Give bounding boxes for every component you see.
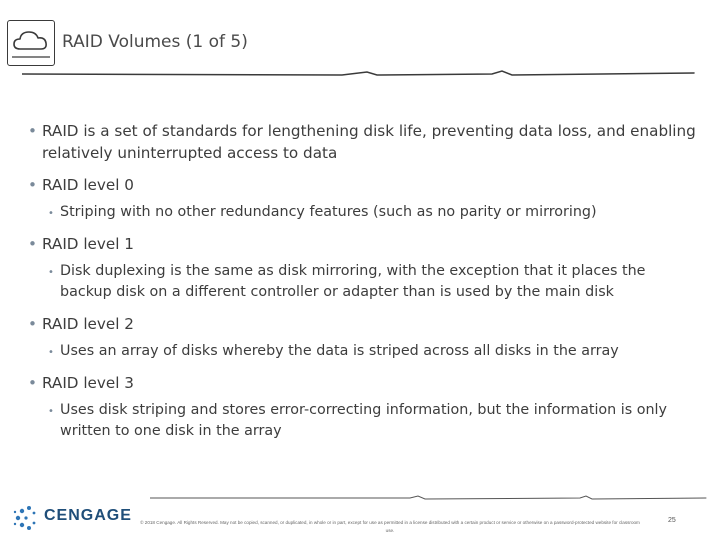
sub-bullet-text: Uses disk striping and stores error-correcting information, but the information is only written to one disk in the array bbox=[60, 402, 667, 439]
bullet-item bbox=[28, 120, 698, 164]
sub-bullet-dot: • bbox=[48, 267, 54, 278]
bullet-text: RAID level 0 bbox=[42, 176, 134, 194]
sub-bullet-item bbox=[48, 341, 698, 362]
sub-bullet-text: Uses an array of disks whereby the data is striped across all disks in the array bbox=[60, 343, 619, 359]
bullet-text: RAID level 1 bbox=[42, 235, 134, 253]
bullet-item bbox=[28, 313, 698, 335]
sub-bullet-text: Disk duplexing is the same as disk mirroring, with the exception that it places the backup disk on a different controller or adapter than is used by the main disk bbox=[60, 263, 646, 300]
page-title: RAID Volumes (1 of 5) bbox=[62, 32, 248, 52]
cengage-logo-icon bbox=[12, 505, 42, 531]
cloud-monitor-icon bbox=[7, 20, 55, 66]
sub-bullet-item bbox=[48, 261, 698, 303]
sub-bullet-text: Striping with no other redundancy features (such as no parity or mirroring) bbox=[60, 204, 597, 220]
bullet-text: RAID level 3 bbox=[42, 374, 134, 392]
bullet-dot: • bbox=[28, 176, 37, 194]
sub-bullet-dot: • bbox=[48, 347, 54, 358]
sub-bullet-item bbox=[48, 400, 698, 442]
page-number: 25 bbox=[668, 517, 676, 524]
bullet-dot: • bbox=[28, 374, 37, 392]
sub-bullet-dot: • bbox=[48, 406, 54, 417]
logo-text: CENGAGE bbox=[44, 507, 132, 524]
bullet-text: RAID level 2 bbox=[42, 315, 134, 333]
bullet-item bbox=[28, 233, 698, 255]
bullet-dot: • bbox=[28, 315, 37, 333]
footer-divider bbox=[150, 494, 710, 502]
bullet-list bbox=[28, 120, 698, 442]
sub-bullet-dot: • bbox=[48, 208, 54, 219]
bullet-text: RAID is a set of standards for lengthening disk life, preventing data loss, and enabling relatively uninterrupted access to data bbox=[42, 122, 696, 162]
bullet-dot: • bbox=[28, 235, 37, 253]
sub-bullet-item bbox=[48, 202, 698, 223]
title-underline bbox=[22, 66, 702, 80]
bullet-dot: • bbox=[28, 122, 37, 140]
bullet-item bbox=[28, 174, 698, 196]
copyright-notice: © 2018 Cengage. All Rights Reserved. May not be copied, scanned, or duplicated, in whole or in part, except for use as permitted in a license distributed with a certain product or service or otherwise on a password-protected website for classroom use. bbox=[140, 520, 640, 533]
bullet-item bbox=[28, 372, 698, 394]
